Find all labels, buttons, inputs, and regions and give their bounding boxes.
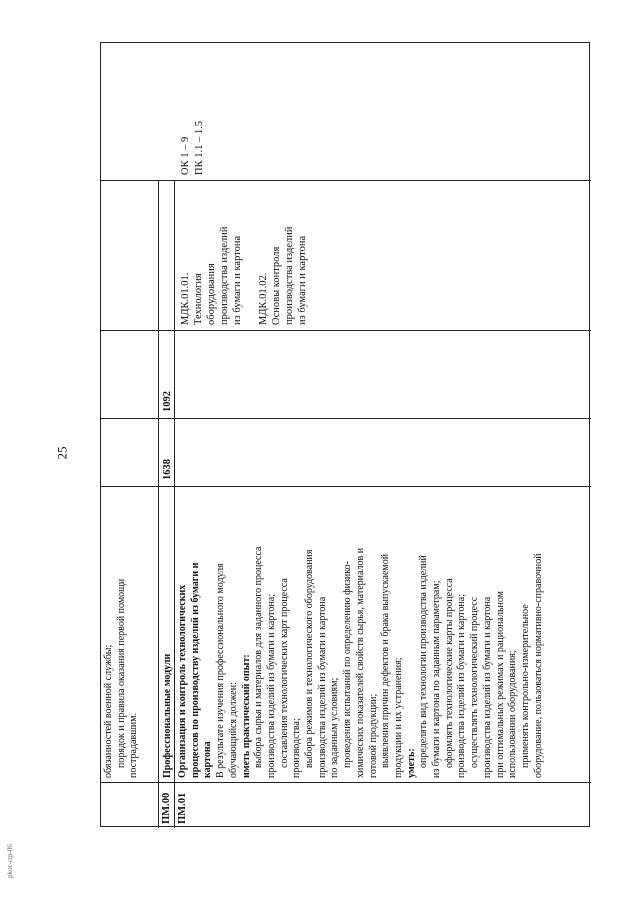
content-line: оборудование, пользоваться нормативно-справочной (532, 553, 544, 778)
content-line: из бумаги и картона по заданным параметрам; (431, 580, 443, 778)
content-line: производства; (291, 718, 303, 778)
mdk-line (244, 227, 257, 325)
text-line: порядок и правила оказания первой помощи (115, 578, 127, 778)
competency-line: ПК 1.1 – 1.5 (193, 121, 205, 175)
pm01-title-line: картона (202, 741, 214, 778)
mdk-list (179, 227, 309, 325)
content-line: оформлять технологические карты процесса (443, 578, 455, 778)
content-line: составления технологических карт процесса (278, 578, 290, 778)
continued-row-text (103, 579, 141, 778)
mdk-line: производства изделий (284, 226, 295, 325)
content-line: при оптимальных режимах и рациональном (494, 591, 506, 778)
pm00-code: ПМ.00 (161, 792, 172, 824)
column-competencies (101, 43, 591, 180)
page-number: 25 (54, 446, 70, 460)
mdk-line: из бумаги и картона (232, 235, 243, 325)
content-line: готовой продукции; (367, 693, 379, 778)
content-line: выявления причин дефектов и брака выпускаемой (380, 553, 392, 778)
competency-list (179, 121, 206, 175)
content-line: производства изделий из бумаги и картона (481, 596, 493, 778)
content-line: химических показателей свойств сырья, материалов и (354, 547, 366, 778)
content-line: выбора режимов и технологического оборудования (304, 549, 316, 778)
content-line: по заданным условиям; (329, 677, 341, 778)
content-line: производства изделий из бумаги и картона (316, 596, 328, 778)
pm00-hours: 1092 (162, 391, 173, 412)
content-line: осуществлять технологический процесс (469, 596, 481, 778)
mdk-line: оборудования (206, 263, 217, 325)
competency-line: ОК 1 – 9 (180, 136, 191, 175)
pm00-title: Профессиональные модули (162, 653, 173, 778)
footer-stamp: pkoc-ctp-06 (6, 844, 14, 878)
mdk-line: из бумаги и картона (297, 235, 308, 325)
pm01-text (177, 547, 545, 778)
mdk-line: Основы контроля (271, 246, 282, 325)
content-line: производства изделий из бумаги и картона; (265, 594, 277, 778)
content-line: иметь практический опыт: (240, 654, 252, 778)
text-line: пострадавшим. (128, 712, 140, 778)
content-line: проведения испытаний по определению физико- (342, 561, 354, 778)
pm00-max-load: 1638 (162, 459, 173, 480)
text-line: обязанностей военной службы; (103, 644, 114, 778)
content-line: В результате изучения профессионального модуля (215, 563, 227, 778)
row-divider (158, 180, 159, 828)
pm01-code: ПМ.01 (177, 792, 188, 824)
content-line: продукции и их устранения; (392, 657, 404, 778)
pm01-title-line: Организация и контроль технологических (177, 584, 188, 778)
mdk-line: Технология (193, 273, 204, 325)
curriculum-table (100, 42, 590, 827)
content-line: производства изделий из бумаги и картона; (456, 594, 468, 778)
content-line: выбора сырья и материалов для заданного процесса (253, 546, 265, 778)
mdk-line: производства изделий (219, 226, 230, 325)
content-line: применять контрольно-измерительное (519, 604, 531, 778)
pm01-title-line: процессов по производству изделий из бумаги и (189, 562, 201, 778)
mdk-line: МДК.01.01. (180, 272, 191, 325)
content-line: определять вид технологии производства изделий (418, 555, 430, 778)
rotated-table-body (101, 43, 591, 828)
row-divider (174, 180, 175, 828)
content-line: использовании оборудования; (507, 650, 519, 778)
content-line: уметь: (405, 748, 417, 778)
content-line: обучающийся должен: (227, 682, 239, 778)
mdk-line: МДК.01.02. (258, 272, 269, 325)
